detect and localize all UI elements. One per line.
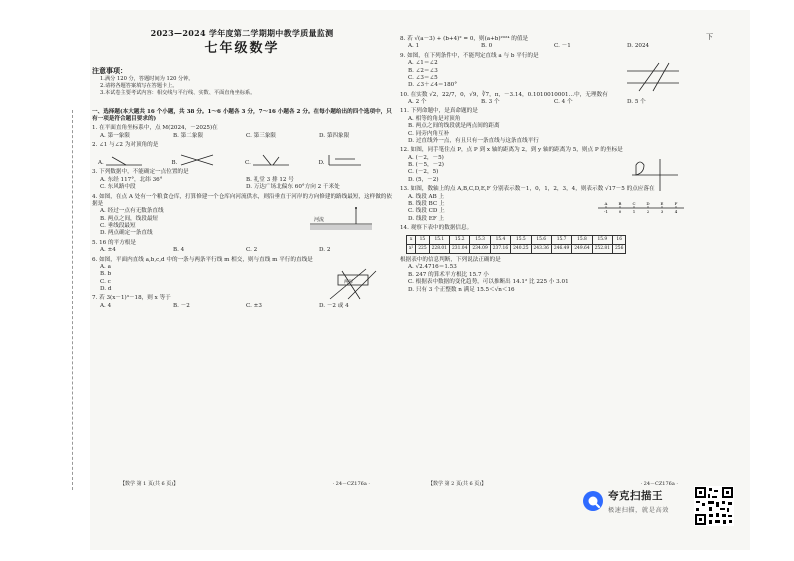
option: A. (－2，－5) [408,154,444,161]
option: B. (－5，－2) [408,162,444,168]
table-row [407,245,626,254]
number-line-figure [596,200,686,216]
option: A. [98,160,104,167]
option: D. 2 [319,247,331,254]
option: A. 经过一点有无数条直线 [100,208,164,215]
option: C. 东风路中段 [100,184,136,191]
option: D. 第四象限 [319,132,350,139]
option: B. 两点之间的线段就是两点间的距离 [408,123,500,130]
data-table [406,235,626,254]
number-line-value: 1 [632,209,636,215]
option: C. (－2，5) [408,169,439,176]
question-stem: 7. 若 3(x－1)³－18，则 x 等于 [92,295,171,302]
table-cell: 15.3 [470,236,490,245]
question-stem: 11. 下列命题中，是真命题的是 [400,108,478,115]
table-cell: 15.7 [551,236,571,245]
option: B. 0 [481,43,493,50]
option: B. 247 的算术平方根比 15.7 小 [408,271,489,278]
question-1 [92,125,392,140]
question-3 [92,169,392,191]
table-hint: 根据表中的信息判断，下列说法正确的是 [400,257,501,263]
angle-figure-b [177,153,217,167]
option: D. 2024 [627,43,650,50]
option: C. 2 [246,247,258,254]
footer-page: 【数学 第 1 页(共 6 页)】 [120,481,179,487]
question-stem: 14. 观察下表中的数据信息。 [400,225,473,231]
option: D. ∠3＋∠4＝180° [408,82,457,89]
option: A. 相等的角是对顶角 [408,115,461,122]
question-stem: 3. 下列数据中，不能确定一点位置的是 [92,169,189,176]
question-5 [92,240,392,255]
table-cell: 15.9 [592,236,612,245]
note-item: 1.满分 120 分，答题时间为 120 分钟。 [100,75,194,82]
option: D. －2 或 4 [319,302,349,309]
option: B. －2 [173,302,190,309]
option: D. d [100,286,112,293]
figure-label: 两岸 [344,279,354,285]
table-cell: 243.36 [531,245,551,254]
option: C. ∠3＝∠5 [408,74,438,81]
option: B. b [100,271,112,278]
question-12 [400,147,700,184]
table-cell: 240.25 [511,245,531,254]
question-stem: 12. 如图，同手笔住点 P，点 P 到 x 轴的距离为 2，到 y 轴的距离为 5，则点 P 的坐标是 [400,147,623,154]
question-stem: 8. 若 √(a－3) + (b+4)² = 0，则(a+b)²⁰²⁴ 的值是 [400,36,529,42]
option: B. 3 个 [481,99,500,105]
option: D. 过直线外一点，有且只有一条直线与这条直线平行 [408,137,539,144]
option: A. 4 [100,302,112,309]
question-14 [400,225,700,294]
table-cell: 225 [416,245,429,254]
number-line-letter: D [646,201,650,207]
question-11 [400,108,700,145]
table-cell: 231.04 [450,245,470,254]
option: C. [245,160,251,167]
table-cell: 256 [613,245,626,254]
option: C. －1 [554,43,571,50]
footer-code: · 24－CZ176a · [332,481,370,487]
number-line-value: 4 [674,209,678,215]
table-cell: 246.49 [551,245,571,254]
question-13 [400,186,700,223]
angle-figure-d [325,153,365,167]
table-cell: 15.4 [490,236,510,245]
option: D. 线段 EF 上 [408,215,445,222]
question-stem: 9. 如图，在下列条件中，不能判定直线 a 与 b 平行的是 [400,52,539,59]
table-cell: 228.01 [429,245,449,254]
question-9 [400,53,700,90]
table-cell: 252.81 [592,245,612,254]
table-cell: x² [407,245,416,254]
note-item: 3.本试卷主要考试内容：相交线与平行线、实数、平面直角坐标系。 [100,89,256,96]
question-stem: 6. 如图，平面内直线 a,b,c,d 中的一条与两条平行线 m 相交，则与直线 m 平行的直线是 [92,256,313,263]
option: C. 第三象限 [246,132,277,139]
brand-slogan: 极速扫描，就是高效 [608,507,670,514]
option: C. 根据表中数据的变化趋势，可以推断出 14.1² 比 225 小 3.01 [408,279,569,286]
number-line-letter: B [618,201,622,207]
number-line-value: 3 [660,209,664,215]
table-cell: 15.2 [450,236,470,245]
right-footer [428,480,678,487]
river-label: 河流 [314,216,325,223]
scanner-watermark [582,488,669,514]
option: A. 东经 117°，北纬 36° [100,176,163,183]
qr-code-icon [694,486,734,526]
number-line-value: 0 [618,209,622,215]
table-cell: 15.8 [572,236,592,245]
page-mark: 下 [706,33,713,41]
table-cell: 249.64 [572,245,592,254]
question-4 [92,194,392,238]
number-line-letter: A [604,201,608,207]
option: C. 垂线段最短 [100,223,136,230]
option: B. 第二象限 [173,132,204,139]
option: D. (5，－2) [408,176,439,183]
option: D. 5 个 [627,99,646,105]
number-line-value: -1 [604,209,608,215]
notes-title: 注意事项： [92,66,127,75]
brand-name: 夸克扫描王 [608,490,663,502]
section-title: 一、选择题(本大题共 16 个小题，共 38 分。1～6 小题各 3 分，7～16 小题各 2 分。在每小题给出的四个选项中，只有一项是符合题目要求的) [92,108,392,122]
question-stem: 4. 如图，在点 A 处有一个粮食仓库，打算修建一个仓库向河流供水，则沿垂直于河岸的方向修建的路线最短，这样做的依据是 [92,193,392,207]
option: A. 第一象限 [100,132,130,139]
table-cell: 15.5 [511,236,531,245]
option: C. 4 个 [554,99,573,105]
exam-title: 七年级数学 [204,40,280,56]
question-6 [92,257,392,294]
question-stem: 1. 在平面直角坐标系中，点 M(2024，－2025)在 [92,125,218,132]
question-stem: 13. 如图，数轴上的点 A,B,C,D,E,F 分别表示数－1，0，1，2，3，4，则表示数 √17－5 的点应落在 [400,186,655,193]
angle-figure-c [251,153,291,167]
footer-code: · 24－CZ176a · [640,481,678,487]
option: B. 4 [173,247,185,254]
option: D. 两点确定一条直线 [100,230,153,237]
number-line-letter: E [660,201,664,207]
option: A. ∠1＝∠2 [408,60,438,67]
option: B. 礼堂 3 排 12 号 [246,176,294,183]
question-stem: 2. ∠1 与∠2 为对顶角的是 [92,142,159,149]
angle-figure-a [104,153,144,167]
option: C. 线段 CD 上 [408,208,445,215]
option: D. 只有 3 个正整数 n 满足 15.5＜√n＜16 [408,286,515,293]
table-cell: 15.6 [531,236,551,245]
note-item: 2.请将各题答案填写在答题卡上。 [100,82,178,89]
option: D. [318,160,325,167]
table-cell: 15.1 [429,236,449,245]
table-cell: 237.16 [490,245,510,254]
question-10 [400,92,700,107]
table-cell: 234.09 [470,245,490,254]
question-8 [400,36,700,51]
option: D. 万达广场北偏东 60°方向 2 千米处 [246,184,340,191]
option: B. ∠2＝∠3 [408,67,438,74]
number-line-letter: C [632,201,636,207]
lines-figure [328,267,378,301]
option: A. 线段 AB 上 [408,193,445,200]
table-cell: 15 [416,236,429,245]
table-cell: 16 [613,236,626,245]
question-stem: 5. 16 的平方根是 [92,239,136,246]
option: B. 两点之间，线段最短 [100,215,159,222]
option: A. 2 个 [408,99,427,105]
question-stem: 10. 在实数 √2，22/7，0，√9，∛7，π，－3.14，0.1010010001…中，无理数有 [400,91,608,98]
option: A. ±4 [100,247,116,254]
number-line-letter: F [674,201,678,207]
table-row [407,236,626,245]
scanner-logo-icon [582,490,604,512]
option: B. [171,160,178,167]
river-figure [310,206,372,236]
option: B. 线段 BC 上 [408,200,445,207]
option: A. a [100,263,111,270]
left-footer [120,480,370,487]
table-cell: x [407,236,416,245]
option: C. c [100,278,111,285]
option: A. √2.4716＝1.53 [408,264,457,271]
option: C. ±3 [246,302,262,309]
number-line-value: 2 [646,209,650,215]
question-2 [92,142,392,167]
binding-line [72,110,73,490]
option: C. 同旁内角互补 [408,130,450,137]
exam-header: 2023—2024 学年度第二学期期中教学质量监测 [150,28,334,38]
option: A. 1 [408,43,420,50]
footer-page: 【数学 第 2 页(共 6 页)】 [428,481,487,487]
parallel-figure [625,61,681,93]
